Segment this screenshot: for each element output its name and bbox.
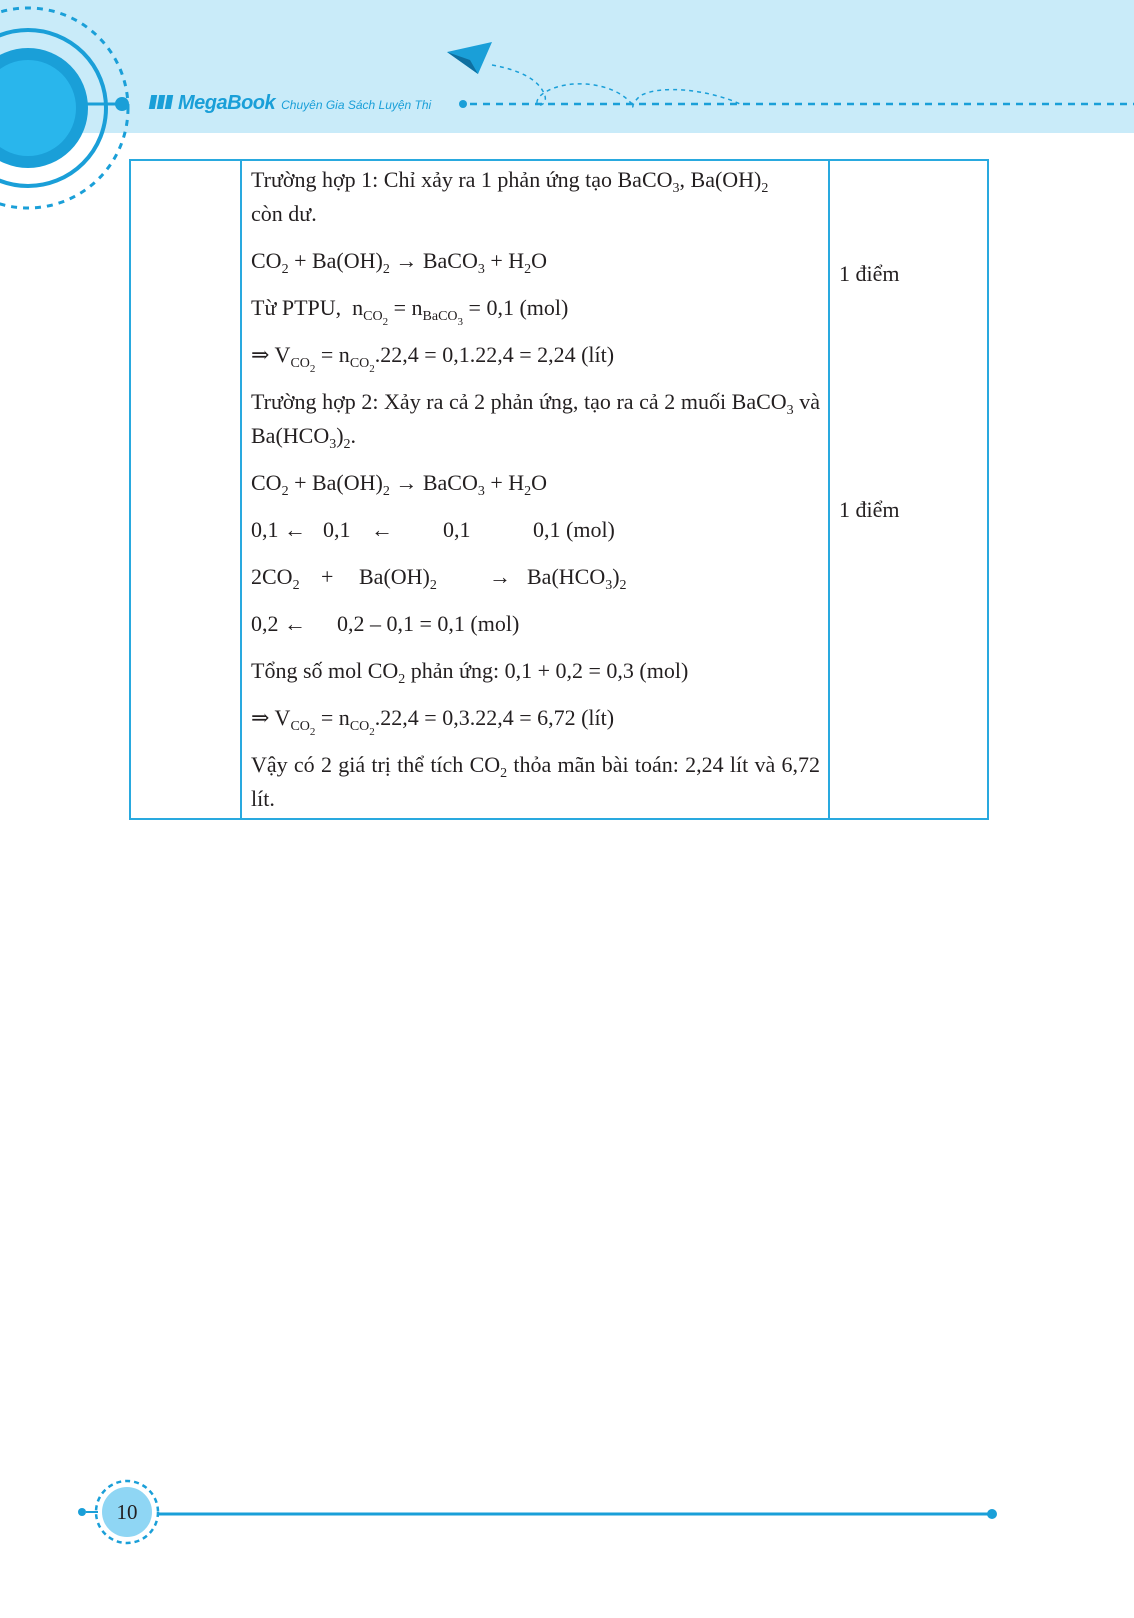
- case2-title: Trường hợp 2: Xảy ra cả 2 phản ứng, tạo ra cả 2 muối BaCO$_3$ và $Ba(HCO_3)_2$.: [251, 389, 821, 452]
- case2-equation-1: $CO_2 + Ba(OH)_2$ → BaCO$_3$ + $H_2O$: [251, 470, 548, 499]
- case1-equation: $CO_2 + Ba(OH)_2$ → BaCO$_3$ + $H_2O$: [251, 248, 548, 277]
- case2-mol-line-1: 0,1 ← 0,1 ← 0,1 0,1 (mol): [251, 517, 615, 542]
- case1-mole-relation: Từ PTPU, $n_{CO_2} = n_{BaCO_3} = 0,1$ (mol): [251, 295, 569, 328]
- footer-decoration: [0, 1470, 1134, 1560]
- case1-title: Trường hợp 1: Chỉ xảy ra 1 phản ứng tạo BaCO$_3$, $Ba(OH)_2$ còn dư.: [251, 167, 769, 226]
- score-cell: [829, 160, 988, 819]
- case2-volume: ⇒ $V_{CO_2} = n_{CO_2}.22,4 = 0,3.22,4 = 6,72$ (lít): [251, 705, 615, 738]
- case1-volume: ⇒ $V_{CO_2} = n_{CO_2}.22,4 = 0,1.22,4 = 2,24$ (lít): [251, 342, 615, 375]
- total-mol: Tổng số mol $CO_2$ phản ứng: 0,1 + 0,2 = 0,3 (mol): [251, 658, 689, 687]
- case2-score: 1 điểm: [839, 497, 900, 522]
- empty-question-cell: [130, 160, 241, 819]
- paper-plane-icon: [447, 42, 492, 74]
- solution-table: [129, 159, 989, 820]
- case2-equation-2: $2CO_2 + Ba(OH)_2 \to Ba(HCO_3)_2$: [251, 564, 627, 593]
- conclusion: Vậy có 2 giá trị thể tích $CO_2$ thỏa mãn bài toán: 2,24 lít và 6,72 lít.: [251, 752, 820, 811]
- brand-bars-icon: [150, 95, 172, 109]
- page-number: 10: [116, 1500, 138, 1524]
- brand-name: MegaBook: [178, 92, 276, 114]
- brand-logo: [150, 92, 431, 118]
- solution-content-cell: [241, 160, 829, 819]
- case2-mol-line-2: 0,2 ← 0,2 – 0,1 = 0,1 (mol): [251, 611, 520, 636]
- case1-score: 1 điểm: [839, 261, 900, 286]
- brand-tagline: Chuyên Gia Sách Luyện Thi: [281, 98, 432, 112]
